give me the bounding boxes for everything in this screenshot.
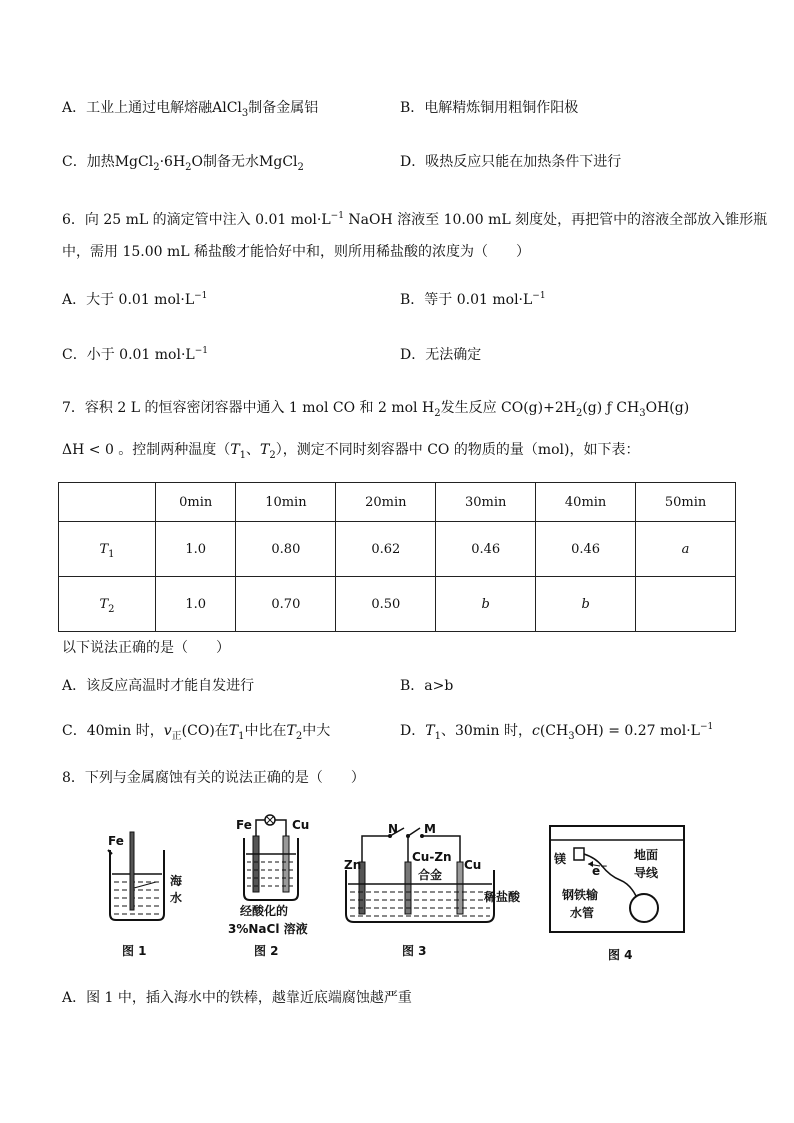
q5-option-b: B．电解精炼铜用粗铜作阳极	[400, 100, 579, 116]
fig4-pipe-drawing	[548, 824, 688, 934]
table-header-cell: 10min	[236, 483, 336, 522]
figure-3	[342, 818, 522, 968]
figure-1	[100, 818, 190, 968]
fig2-fe-label: Fe	[236, 818, 252, 832]
q6-option-c: C．小于 0.01 $mol\cdot L^{-1}$	[62, 346, 208, 363]
table-header-cell	[59, 483, 156, 522]
q7-stem-line1: 7．容积 2 L 的恒容密闭容器中通入 1 mol CO 和 2 mol $H_2$发生反应 $CO(g)+2H_2(g)$ ƒ $CH_3OH(g)$	[62, 400, 690, 419]
table-header-cell: 30min	[436, 483, 536, 522]
table-cell: 0.46	[436, 522, 536, 577]
q5-option-d: D．吸热反应只能在加热条件下进行	[400, 154, 622, 170]
fig1-caption: 图 1	[122, 944, 147, 958]
table-header-cell: 0min	[156, 483, 236, 522]
table-header-row	[59, 483, 736, 522]
fig1-fe-label: Fe	[108, 834, 124, 848]
fig3-cu-label: Cu	[464, 858, 482, 872]
q6-stem-line1: 6．向 25 mL 的滴定管中注入 0.01 $mol\cdot L^{-1}$ NaOH 溶液至 10.00 mL 刻度处，再把管中的溶液全部放入锥形瓶	[62, 211, 768, 228]
fig4-electron-label: e−	[592, 862, 608, 878]
co-amount-table	[58, 482, 736, 632]
q5-option-c: C．加热$MgCl_2\cdot 6H_2O$制备无水MgCl$_2$	[62, 154, 304, 173]
q8-option-a: A．图 1 中，插入海水中的铁棒，越靠近底端腐蚀越严重	[62, 990, 412, 1006]
fig3-cuzn-label: Cu-Zn	[412, 850, 452, 864]
table-cell: 0.80	[236, 522, 336, 577]
q6-stem-line2: 中，需用 15.00 mL 稀盐酸才能恰好中和，则所用稀盐酸的浓度为（ ）	[62, 244, 531, 260]
table-header-cell: 40min	[536, 483, 636, 522]
fig4-wire-label: 导线	[634, 866, 659, 880]
fig4-caption: 图 4	[608, 948, 633, 962]
q7-option-d: D．$T_1$、30min 时，$c(CH_3OH) = 0.27$ $mol\cdot L^{-1}$	[400, 722, 714, 742]
row-label-t2: $T_2$	[59, 577, 156, 632]
q6-option-d: D．无法确定	[400, 347, 482, 363]
q7-ask: 以下说法正确的是（ ）	[62, 640, 230, 656]
fig3-alloy-label: 合金	[418, 868, 443, 882]
fig4-mg-label: 镁	[554, 852, 567, 866]
q7-option-a: A．该反应高温时才能自发进行	[62, 678, 255, 694]
q6-option-a: A．大于 0.01 $mol\cdot L^{-1}$	[62, 291, 208, 308]
fig3-zn-label: Zn	[344, 858, 362, 872]
row-label-t1: $T_1$	[59, 522, 156, 577]
table-cell: 1.0	[156, 577, 236, 632]
q7-option-b: B．a>b	[400, 678, 454, 694]
table-cell: 0.70	[236, 577, 336, 632]
fig1-seawater-label: 海水	[170, 874, 183, 905]
q5-option-a: A．工业上通过电解熔融AlCl$_3$制备金属铝	[62, 100, 319, 119]
q6-option-b: B．等于 0.01 $mol\cdot L^{-1}$	[400, 291, 546, 308]
table-cell: 0.62	[336, 522, 436, 577]
fig2-cu-label: Cu	[292, 818, 310, 832]
table-cell	[636, 577, 736, 632]
table-cell: 1.0	[156, 522, 236, 577]
fig4-pipe-label-1: 钢铁输	[562, 888, 599, 902]
fig2-solution-label-2: 3%NaCl 溶液	[228, 922, 308, 936]
q8-stem: 8．下列与金属腐蚀有关的说法正确的是（ ）	[62, 770, 365, 786]
fig4-pipe-label-2: 水管	[570, 906, 595, 920]
table-row	[59, 577, 736, 632]
fig3-m-label: M	[424, 822, 436, 836]
figure-4	[548, 824, 688, 970]
fig3-caption: 图 3	[402, 944, 427, 958]
table-cell: a	[636, 522, 736, 577]
fig3-acid-label: 稀盐酸	[484, 890, 521, 904]
table-header-cell: 50min	[636, 483, 736, 522]
q7-option-c: C．40min 时，$v_正(CO)$在$T_1$中比在$T_2$中大	[62, 723, 331, 742]
fig4-ground-label: 地面	[634, 848, 659, 862]
fig3-n-label: N	[388, 822, 399, 836]
table-cell: b	[436, 577, 536, 632]
table-cell: b	[536, 577, 636, 632]
table-cell: 0.46	[536, 522, 636, 577]
fig2-solution-label-1: 经酸化的	[240, 904, 289, 918]
table-cell: 0.50	[336, 577, 436, 632]
q7-stem-line2: ΔH < 0 。控制两种温度（$T_1$、$T_2$），测定不同时刻容器中 CO 的物质的量（mol)，如下表：	[62, 442, 640, 461]
figure-2	[230, 810, 330, 968]
table-row	[59, 522, 736, 577]
fig2-caption: 图 2	[254, 944, 279, 958]
table-header-cell: 20min	[336, 483, 436, 522]
